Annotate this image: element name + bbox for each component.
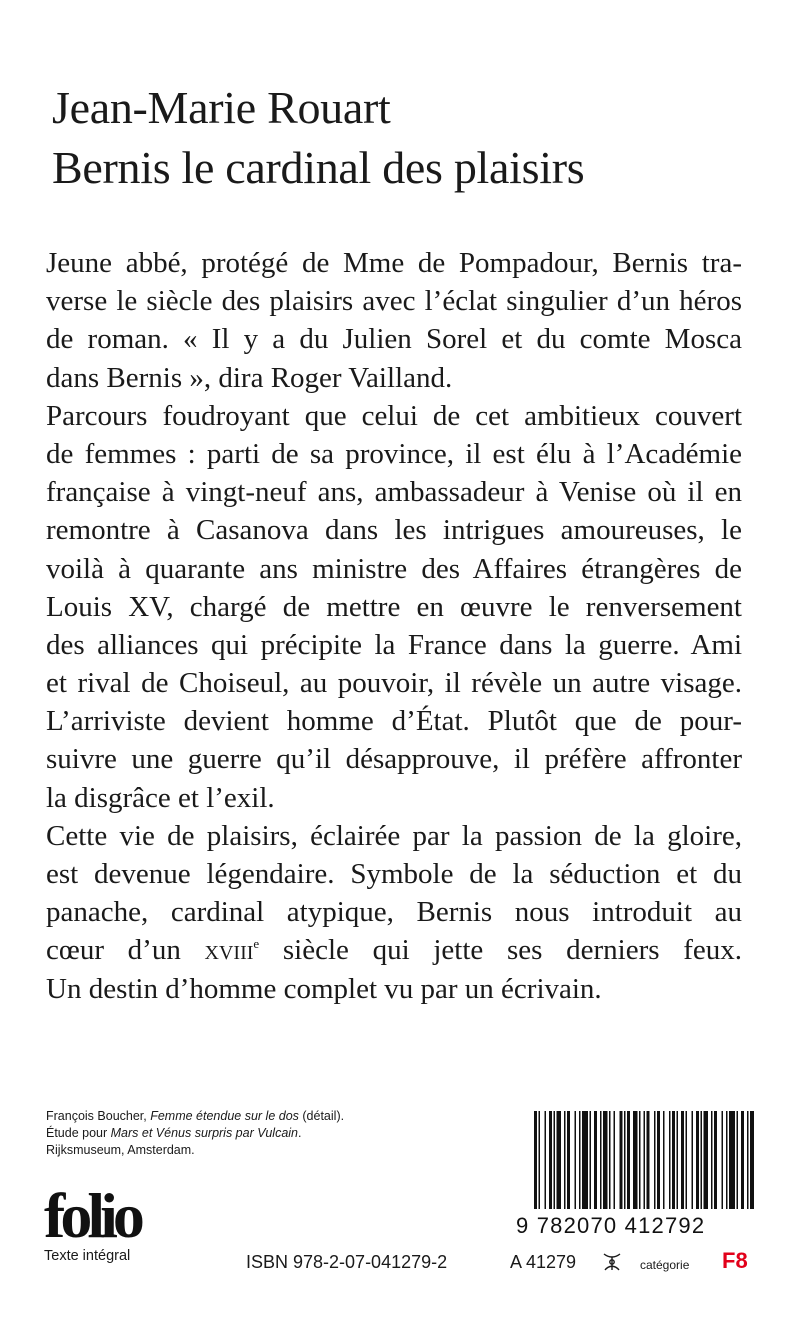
folio-logo — [44, 1180, 140, 1264]
blurb-line: panache, cardinal atypique, Bernis nous introduit au — [46, 896, 742, 929]
barcode-bar — [590, 1111, 592, 1209]
barcode-bar — [614, 1111, 616, 1209]
barcode-bar — [692, 1111, 694, 1209]
logo-subtitle: Texte intégral — [44, 1248, 131, 1264]
blurb-line: de femmes : parti de sa province, il est élu à l’Académie — [46, 437, 742, 470]
barcode-bar — [657, 1111, 660, 1209]
category-code: F8 — [722, 1248, 748, 1273]
barcode-bar — [669, 1111, 671, 1209]
barcode-bar — [627, 1111, 630, 1209]
barcode-bar — [654, 1111, 656, 1209]
blurb-line — [46, 931, 742, 969]
barcode-bar — [557, 1111, 562, 1209]
credit-line — [46, 1125, 344, 1142]
barcode-bar — [681, 1111, 684, 1209]
blurb-line: la disgrâce et l’exil. — [46, 781, 275, 814]
barcode-bar — [729, 1111, 735, 1209]
barcode-bar — [554, 1111, 556, 1209]
credit-painter: François Boucher, — [46, 1109, 151, 1123]
barcode-bar — [603, 1111, 608, 1209]
blurb-line: verse le siècle des plaisirs avec l’éclat singulier d’un héros — [46, 285, 742, 318]
credit-painting-title: Femme étendue sur le dos — [150, 1109, 299, 1123]
barcode-bar — [575, 1111, 577, 1209]
barcode-bar — [594, 1111, 597, 1209]
barcode-bar — [644, 1111, 646, 1209]
blurb-line: Parcours foudroyant que celui de cet ambitieux couvert — [46, 399, 742, 432]
blurb-line: remontre à Casanova dans les intrigues amoureuses, le — [46, 514, 742, 547]
book-title: Bernis le cardinal des plaisirs — [52, 142, 585, 193]
barcode-bar — [726, 1111, 728, 1209]
author-name: Jean-Marie Rouart — [52, 82, 391, 133]
blurb-line: L’arriviste devient homme d’État. Plutôt que de pour- — [46, 705, 742, 738]
barcode-bar — [672, 1111, 675, 1209]
barcode-bar — [549, 1111, 552, 1209]
blurb-line: voilà à quarante ans ministre des Affaires étrangères de — [46, 552, 742, 585]
barcode-bar — [620, 1111, 623, 1209]
barcode-bar — [750, 1111, 754, 1209]
barcode-bar — [704, 1111, 709, 1209]
folio-wordmark: folio — [44, 1180, 140, 1251]
blurb-text: siècle qui jette ses derniers feux. — [259, 934, 742, 967]
barcode-digits: 9 782070 412792 — [516, 1213, 706, 1238]
century-roman-numeral: XVIII — [204, 942, 254, 965]
ean-barcode — [532, 1111, 754, 1209]
credit-text: Étude pour — [46, 1126, 111, 1140]
blurb-line: française à vingt-neuf ans, ambassadeur à Venise où il en — [46, 476, 742, 509]
barcode-bar — [677, 1111, 679, 1209]
barcode-bar — [633, 1111, 638, 1209]
century-superscript: e — [253, 936, 260, 952]
blurb-line: des alliances qui précipite la France dans la guerre. Ami — [46, 628, 742, 661]
barcode-bar — [663, 1111, 665, 1209]
blurb-line: Jeune abbé, protégé de Mme de Pompadour, Bernis tra- — [46, 247, 742, 279]
blurb-line: Un destin d’homme complet vu par un écrivain. — [46, 972, 602, 1005]
barcode-bar — [600, 1111, 602, 1209]
barcode-bar — [579, 1111, 581, 1209]
blurb-line: est devenue légendaire. Symbole de la séduction et du — [46, 858, 742, 890]
catalog-reference: A 41279 — [510, 1252, 577, 1272]
barcode-bar — [737, 1111, 739, 1209]
barcode-bar — [567, 1111, 570, 1209]
credit-line — [46, 1108, 344, 1125]
blurb-line: Louis XV, chargé de mettre en œuvre le renversement — [46, 590, 742, 623]
book-header — [52, 78, 584, 198]
blurb-line: dans Bernis », dira Roger Vailland. — [46, 361, 453, 394]
isbn-number: ISBN 978-2-07-041279-2 — [246, 1252, 448, 1272]
blurb-line: de roman. « Il y a du Julien Sorel et du comte Mosca — [46, 323, 742, 356]
barcode-bar — [609, 1111, 611, 1209]
credit-museum: Rijksmuseum, Amsterdam. — [46, 1143, 195, 1157]
barcode-bar — [545, 1111, 547, 1209]
barcode-bar — [582, 1111, 588, 1209]
barcode-bar — [747, 1111, 749, 1209]
barcode-bar — [711, 1111, 713, 1209]
credit-study-title: Mars et Vénus surpris par Vulcain — [110, 1126, 298, 1140]
barcode-bar — [701, 1111, 703, 1209]
barcode-bar — [539, 1111, 541, 1209]
blurb-line: suivre une guerre qu’il désapprouve, il préfère affronter — [46, 743, 742, 776]
barcode-bar — [564, 1111, 566, 1209]
barcode-bar — [741, 1111, 744, 1209]
barcode-bar — [696, 1111, 699, 1209]
blurb-text: cœur d’un — [46, 934, 205, 967]
barcode-bar — [639, 1111, 641, 1209]
credit-text: (détail). — [298, 1109, 345, 1123]
blurb-line: Cette vie de plaisirs, éclairée par la passion de la gloire, — [46, 819, 742, 852]
barcode-bar — [534, 1111, 537, 1209]
barcode-bar — [624, 1111, 626, 1209]
barcode-bar — [647, 1111, 650, 1209]
category-label: catégorie — [640, 1258, 690, 1272]
blurb-line: et rival de Choiseul, au pouvoir, il révèle un autre visage. — [46, 667, 742, 700]
back-cover-blurb — [46, 244, 742, 1008]
barcode-bar — [686, 1111, 688, 1209]
cover-image-credit — [46, 1108, 344, 1159]
credit-text: . — [298, 1126, 302, 1140]
gallimard-emblem-icon — [600, 1250, 624, 1274]
barcode-bar — [722, 1111, 724, 1209]
barcode-bar — [714, 1111, 717, 1209]
